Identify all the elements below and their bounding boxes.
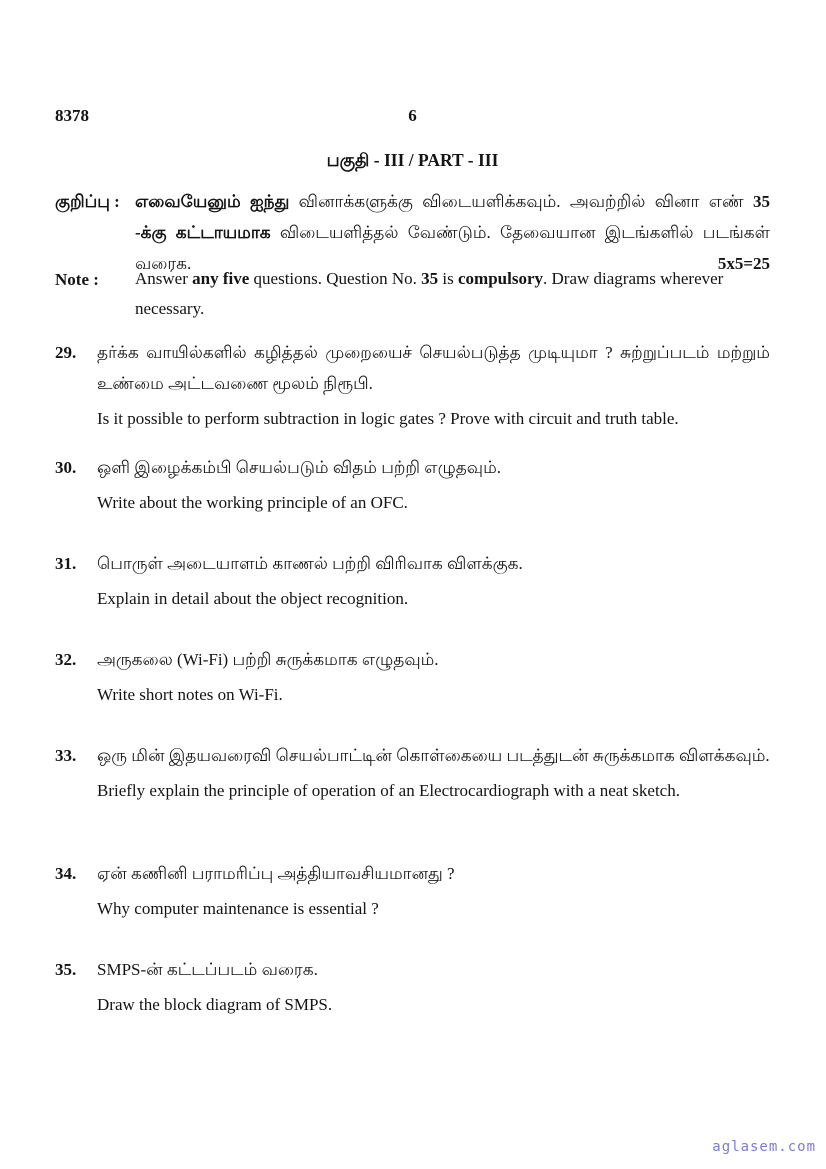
question-text-tamil: பொருள் அடையாளம் காணல் பற்றி விரிவாக விளக்குக. bbox=[97, 554, 523, 573]
note-english-label: Note : bbox=[55, 270, 99, 289]
question-text-english: Write short notes on Wi-Fi. bbox=[97, 685, 283, 704]
question-number: 33. bbox=[55, 746, 77, 765]
question-text-english: Is it possible to perform subtraction in logic gates ? Prove with circuit and truth table. bbox=[97, 409, 679, 428]
question-text-tamil: அருகலை (Wi-Fi) பற்றி சுருக்கமாக எழுதவும். bbox=[97, 650, 439, 669]
note-tamil-label: குறிப்பு : bbox=[55, 192, 120, 211]
question-number: 34. bbox=[55, 864, 77, 883]
question-number: 35. bbox=[55, 960, 77, 979]
question-30 bbox=[55, 452, 770, 518]
page-header bbox=[55, 106, 770, 130]
question-number: 31. bbox=[55, 554, 77, 573]
question-text-english: Briefly explain the principle of operation of an Electrocardiograph with a neat sketch. bbox=[97, 781, 680, 800]
note-english bbox=[55, 264, 770, 324]
note-english-text: Answer any five questions. Question No. 35 is compulsory. Draw diagrams wherever necessary. bbox=[135, 269, 724, 318]
question-text-tamil: ஒளி இழைக்கம்பி செயல்படும் விதம் பற்றி எழுதவும். bbox=[97, 458, 501, 477]
question-number: 30. bbox=[55, 458, 77, 477]
marks-scheme: 5x5=25 bbox=[717, 254, 770, 273]
question-number: 32. bbox=[55, 650, 77, 669]
page-number: 6 bbox=[408, 106, 417, 125]
document-number: 8378 bbox=[55, 106, 89, 125]
question-number: 29. bbox=[55, 343, 77, 362]
question-text-tamil: ஒரு மின் இதயவரைவி செயல்பாட்டின் கொள்கையை படத்துடன் சுருக்கமாக விளக்கவும். bbox=[97, 746, 770, 765]
question-31 bbox=[55, 548, 770, 614]
question-text-tamil: ஏன் கணினி பராமரிப்பு அத்தியாவசியமானது ? bbox=[97, 864, 455, 883]
part-title: பகுதி - III / PART - III bbox=[326, 150, 499, 170]
question-32 bbox=[55, 644, 770, 710]
question-34 bbox=[55, 858, 770, 924]
site-watermark: aglasem.com bbox=[712, 1139, 816, 1155]
question-text-tamil: தர்க்க வாயில்களில் கழித்தல் முறையைச் செயல்படுத்த முடியுமா ? சுற்றுப்படம் மற்றும் உண்மை அட்டவணை மூலம் நிரூபி. bbox=[97, 343, 770, 393]
question-33 bbox=[55, 740, 770, 806]
question-35 bbox=[55, 954, 770, 1020]
question-text-english: Why computer maintenance is essential ? bbox=[97, 899, 379, 918]
question-29 bbox=[55, 337, 770, 434]
question-text-english: Explain in detail about the object recognition. bbox=[97, 589, 409, 608]
question-text-english: Write about the working principle of an OFC. bbox=[97, 493, 408, 512]
question-text-tamil: SMPS-ன் கட்டப்படம் வரைக. bbox=[97, 960, 318, 979]
question-text-english: Draw the block diagram of SMPS. bbox=[97, 995, 333, 1014]
note-tamil-text: எவையேனும் ஐந்து வினாக்களுக்கு விடையளிக்கவும். அவற்றில் வினா எண் 35 -க்கு கட்டாயமாக விடையளித்தல் வேண்டும். தேவையான இடங்களில் படங்கள் வரைக. 5x5=25 bbox=[135, 186, 770, 279]
